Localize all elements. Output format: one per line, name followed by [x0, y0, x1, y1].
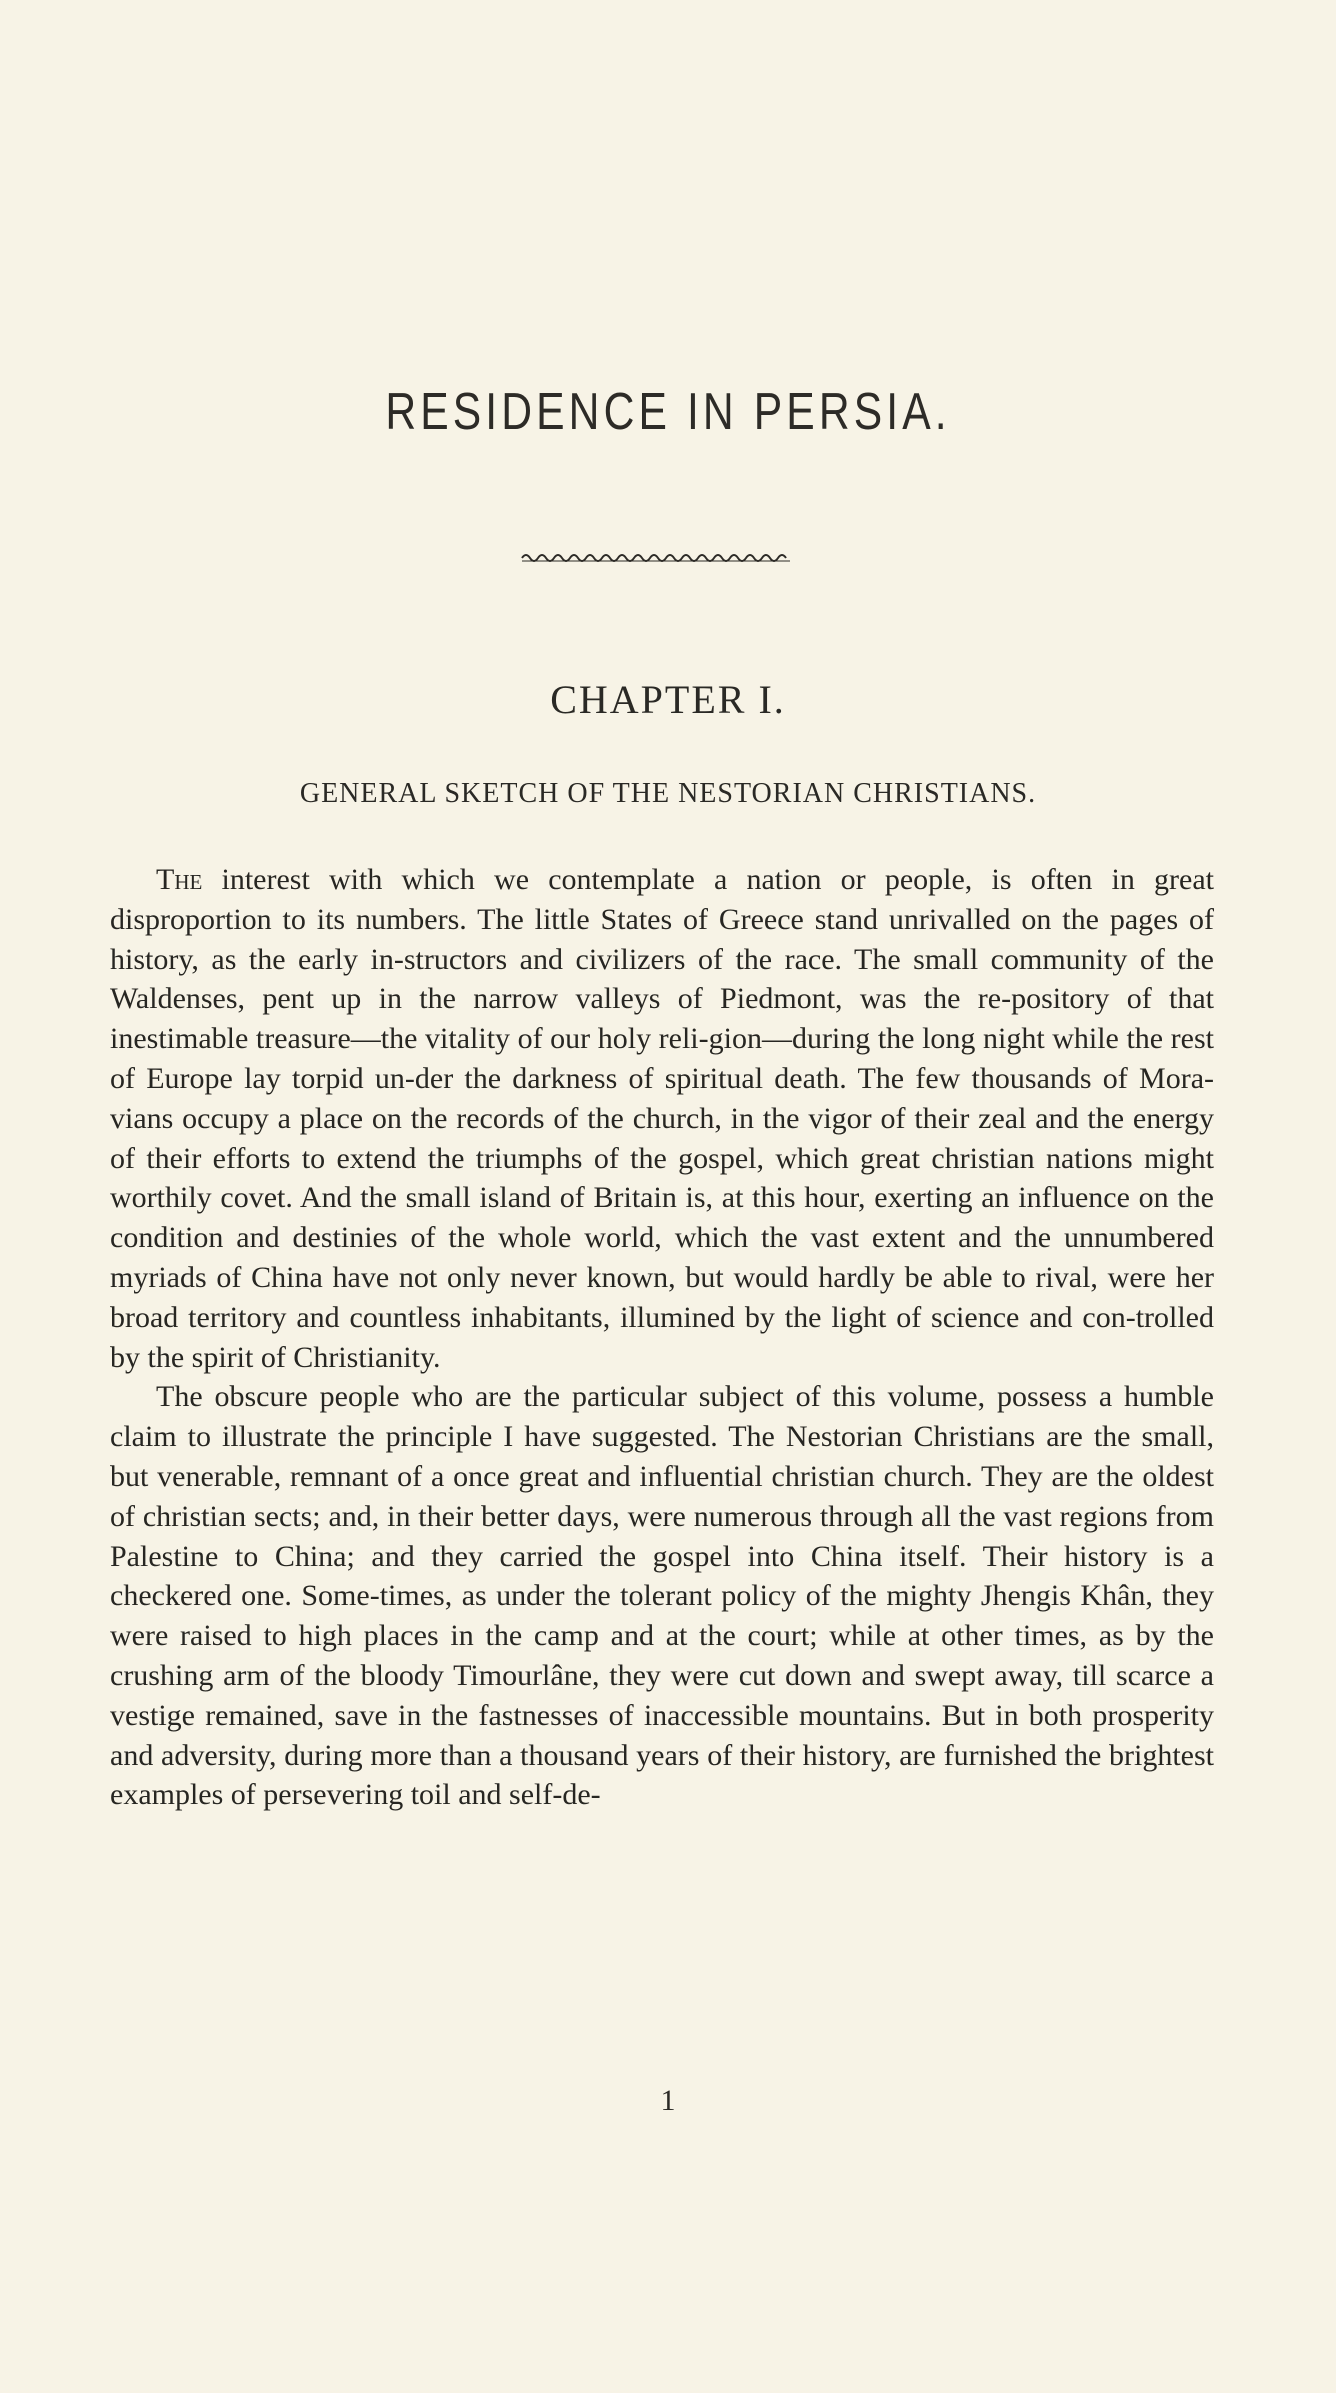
paragraph-2: The obscure people who are the particular subject of this volume, possess a humble claim to illustrate the principle I have suggested. The Nestorian Christians are the small, but venerable, remnant of a once great and influential christian church. They are the oldest of christian sects; and, in their better days, were numerous through all the vast regions from Palestine to China; and they carried the gospel into China itself. Their history is a checkered one. Some-times, as under the tolerant policy of the mighty Jhengis Khân, they were raised to high places in the camp and at the court; while at other times, as by the crushing arm of the bloody Timourlâne, they were cut down and swept away, till scarce a vestige remained, save in the fastnesses of inaccessible mountains. But in both prosperity and adversity, during more than a thousand years of their history, are furnished the brightest examples of persevering toil and self-de-: [110, 1380, 1214, 1812]
paragraph-1: [110, 860, 1214, 1377]
body-text: [110, 860, 1214, 1815]
chapter-heading: CHAPTER I.: [550, 677, 786, 722]
decorative-rule: [520, 550, 792, 564]
page-title: RESIDENCE IN PERSIA.: [385, 383, 951, 441]
chapter-subtitle: GENERAL SKETCH OF THE NESTORIAN CHRISTIANS.: [299, 778, 1037, 809]
page-number: 1: [660, 2084, 676, 2117]
paragraph-1-lead: The: [156, 863, 203, 896]
paragraph-1-text: interest with which we contemplate a nation or people, is often in great disproportion to its numbers. The little States of Greece stand unrivalled on the pages of history, as the early in-structors and civilizers of the race. The small community of the Waldenses, pent up in the narrow valleys of Piedmont, was the re-pository of that inestimable treasure—the vitality of our holy reli-gion—during the long night while the rest of Europe lay torpid un-der the darkness of spiritual death. The few thousands of Mora-vians occupy a place on the records of the church, in the vigor of their zeal and the energy of their efforts to extend the triumphs of the gospel, which great christian nations might worthily covet. And the small island of Britain is, at this hour, exerting an influence on the condition and destinies of the whole world, which the vast extent and the unnumbered myriads of China have not only never known, but would hardly be able to rival, were her broad territory and countless inhabitants, illumined by the light of science and con-trolled by the spirit of Christianity.: [110, 863, 1214, 1374]
